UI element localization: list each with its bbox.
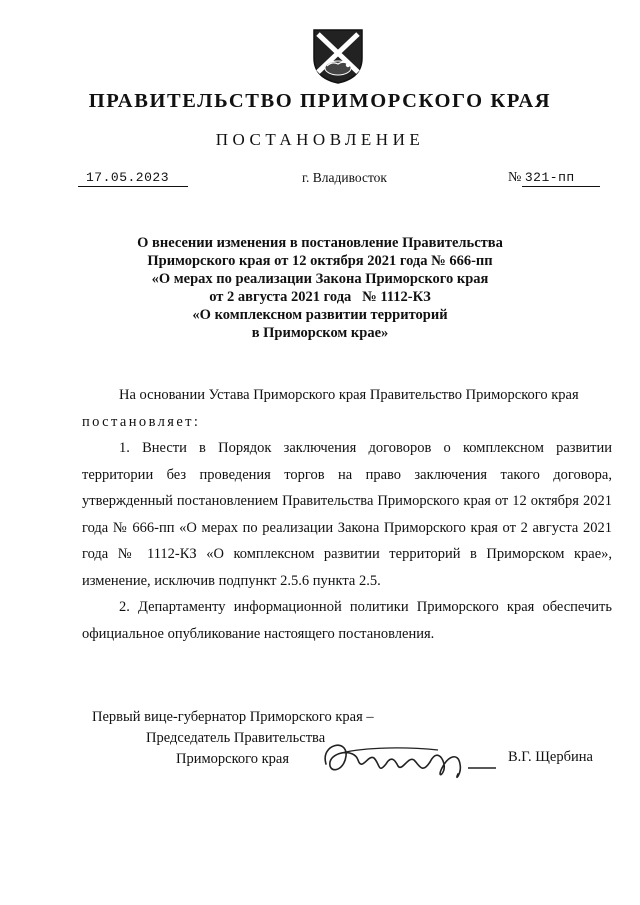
number-value: 321-пп	[524, 170, 575, 185]
signatory-name: В.Г. Щербина	[508, 749, 593, 765]
document-city: г. Владивосток	[302, 170, 387, 185]
coat-of-arms-icon	[312, 28, 364, 84]
date-underline	[78, 186, 188, 187]
number-prefix: №	[508, 170, 522, 185]
subject-line: в Приморском крае»	[251, 325, 389, 341]
signatory-title-line2: Председатель Правительства	[146, 730, 326, 746]
document-subject	[0, 234, 640, 342]
government-title: ПРАВИТЕЛЬСТВО ПРИМОРСКОГО КРАЯ	[88, 90, 552, 112]
signatory-title-line1: Первый вице-губернатор Приморского края –	[92, 709, 374, 725]
number-underline	[522, 186, 600, 187]
subject-line: от 2 августа 2021 года № 1112-КЗ	[209, 289, 431, 305]
document-body	[82, 382, 612, 647]
document-date: 17.05.2023	[86, 170, 170, 185]
subject-line: «О мерах по реализации Закона Приморского края	[151, 271, 489, 287]
subject-line: Приморского края от 12 октября 2021 года № 666-пп	[147, 253, 493, 269]
resolves-word: постановляет:	[82, 413, 201, 430]
document-number	[508, 170, 575, 186]
signatory-title-line3: Приморского края	[176, 751, 290, 767]
intro-paragraph: На основании Устава Приморского края Правительство Приморского края	[119, 387, 579, 403]
item-2-paragraph: 2. Департаменту информационной политики Приморского края обеспечить официальное опубликование настоящего постановления.	[82, 599, 612, 642]
document-type: ПОСТАНОВЛЕНИЕ	[215, 130, 425, 149]
subject-line: «О комплексном развитии территорий	[192, 307, 448, 323]
handwritten-signature-icon	[318, 734, 500, 784]
item-1-paragraph: 1. Внести в Порядок заключения договоров о комплексном развитии территории без проведения торгов на право заключения такого договора, утвержденный постановлением Правительства Приморского края от 12 октября 2021 года № 666-пп «О мерах по реализации Закона Приморского края от 2 августа 2021 года № 1112-КЗ «О комплексном развитии территорий в Приморском крае», изменение, исключив подпункт 2.5.6 пункта 2.5.	[82, 440, 612, 589]
subject-line: О внесении изменения в постановление Правительства	[137, 235, 503, 251]
